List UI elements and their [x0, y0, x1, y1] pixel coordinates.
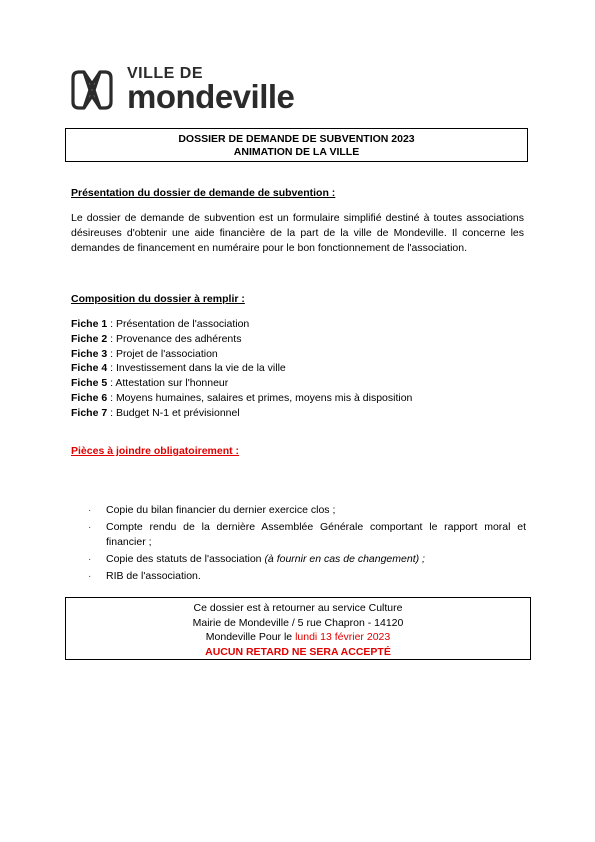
fiche-item [71, 391, 524, 406]
fiche-text: : Projet de l'association [107, 347, 218, 360]
fiche-item [71, 376, 524, 391]
fiche-text: : Budget N-1 et prévisionnel [107, 406, 240, 419]
piece-item [88, 569, 526, 584]
piece-italic-note: (à fournir en cas de changement) ; [264, 553, 425, 565]
presentation-body: Le dossier de demande de subvention est un formulaire simplifié destiné à toutes associations désireuses d'obtenir une aide financière de la part de la ville de Mondeville. Il concerne les demandes de financement en numéraire pour le bon fonctionnement de l'association. [71, 212, 524, 254]
fiche-text: : Provenance des adhérents [107, 332, 242, 345]
return-line3-prefix: Mondeville Pour le [205, 631, 296, 643]
return-line3 [66, 630, 530, 645]
fiche-item [71, 361, 524, 376]
pieces-heading: Pièces à joindre obligatoirement : [71, 445, 240, 457]
deadline-date: lundi 13 février 2023 [295, 631, 391, 643]
document-title-box [65, 128, 528, 162]
fiche-label: Fiche 6 [71, 391, 108, 404]
piece-text: RIB de l'association. [106, 570, 201, 582]
return-line2: Mairie de Mondeville / 5 rue Chapron - 14120 [192, 616, 404, 629]
fiche-text: : Investissement dans la vie de la ville [107, 362, 286, 375]
piece-text: Compte rendu de la dernière Assemblée Générale comportant le rapport moral et financier ; [106, 521, 526, 548]
fiche-label: Fiche 3 [71, 347, 108, 360]
piece-item [88, 520, 526, 550]
fiche-label: Fiche 5 [71, 377, 108, 390]
document-title-line2: ANIMATION DE LA VILLE [233, 146, 360, 158]
fiche-label: Fiche 2 [71, 332, 108, 345]
fiche-text: : Moyens humaines, salaires et primes, moyens mis à disposition [107, 391, 413, 404]
logo-main-text: mondeville [127, 78, 295, 115]
pieces-list [88, 503, 526, 586]
composition-heading: Composition du dossier à remplir : [71, 293, 245, 305]
return-info-box [65, 597, 531, 660]
document-title-line1: DOSSIER DE DEMANDE DE SUBVENTION 2023 [178, 133, 415, 145]
presentation-heading: Présentation du dossier de demande de subvention : [71, 187, 336, 199]
fiche-text: : Attestation sur l'honneur [107, 377, 229, 390]
logo-top-text: VILLE DE [127, 65, 204, 82]
fiche-text: : Présentation de l'association [107, 318, 250, 330]
fiche-label: Fiche 7 [71, 406, 108, 419]
fiche-item [71, 406, 524, 421]
piece-text: Copie des statuts de l'association [106, 553, 265, 565]
city-logo [70, 65, 295, 115]
piece-item [88, 552, 526, 567]
piece-item [88, 503, 526, 518]
fiche-item [71, 332, 524, 347]
fiche-label: Fiche 4 [71, 362, 108, 375]
piece-text: Copie du bilan financier du dernier exercice clos ; [106, 504, 336, 516]
no-delay-warning: AUCUN RETARD NE SERA ACCEPTÉ [205, 645, 391, 658]
fiche-list [71, 317, 524, 421]
mondeville-emblem-icon [70, 68, 114, 112]
fiche-item [71, 317, 524, 332]
fiche-item [71, 347, 524, 362]
fiche-label: Fiche 1 [71, 318, 108, 330]
return-line1: Ce dossier est à retourner au service Culture [193, 602, 403, 614]
